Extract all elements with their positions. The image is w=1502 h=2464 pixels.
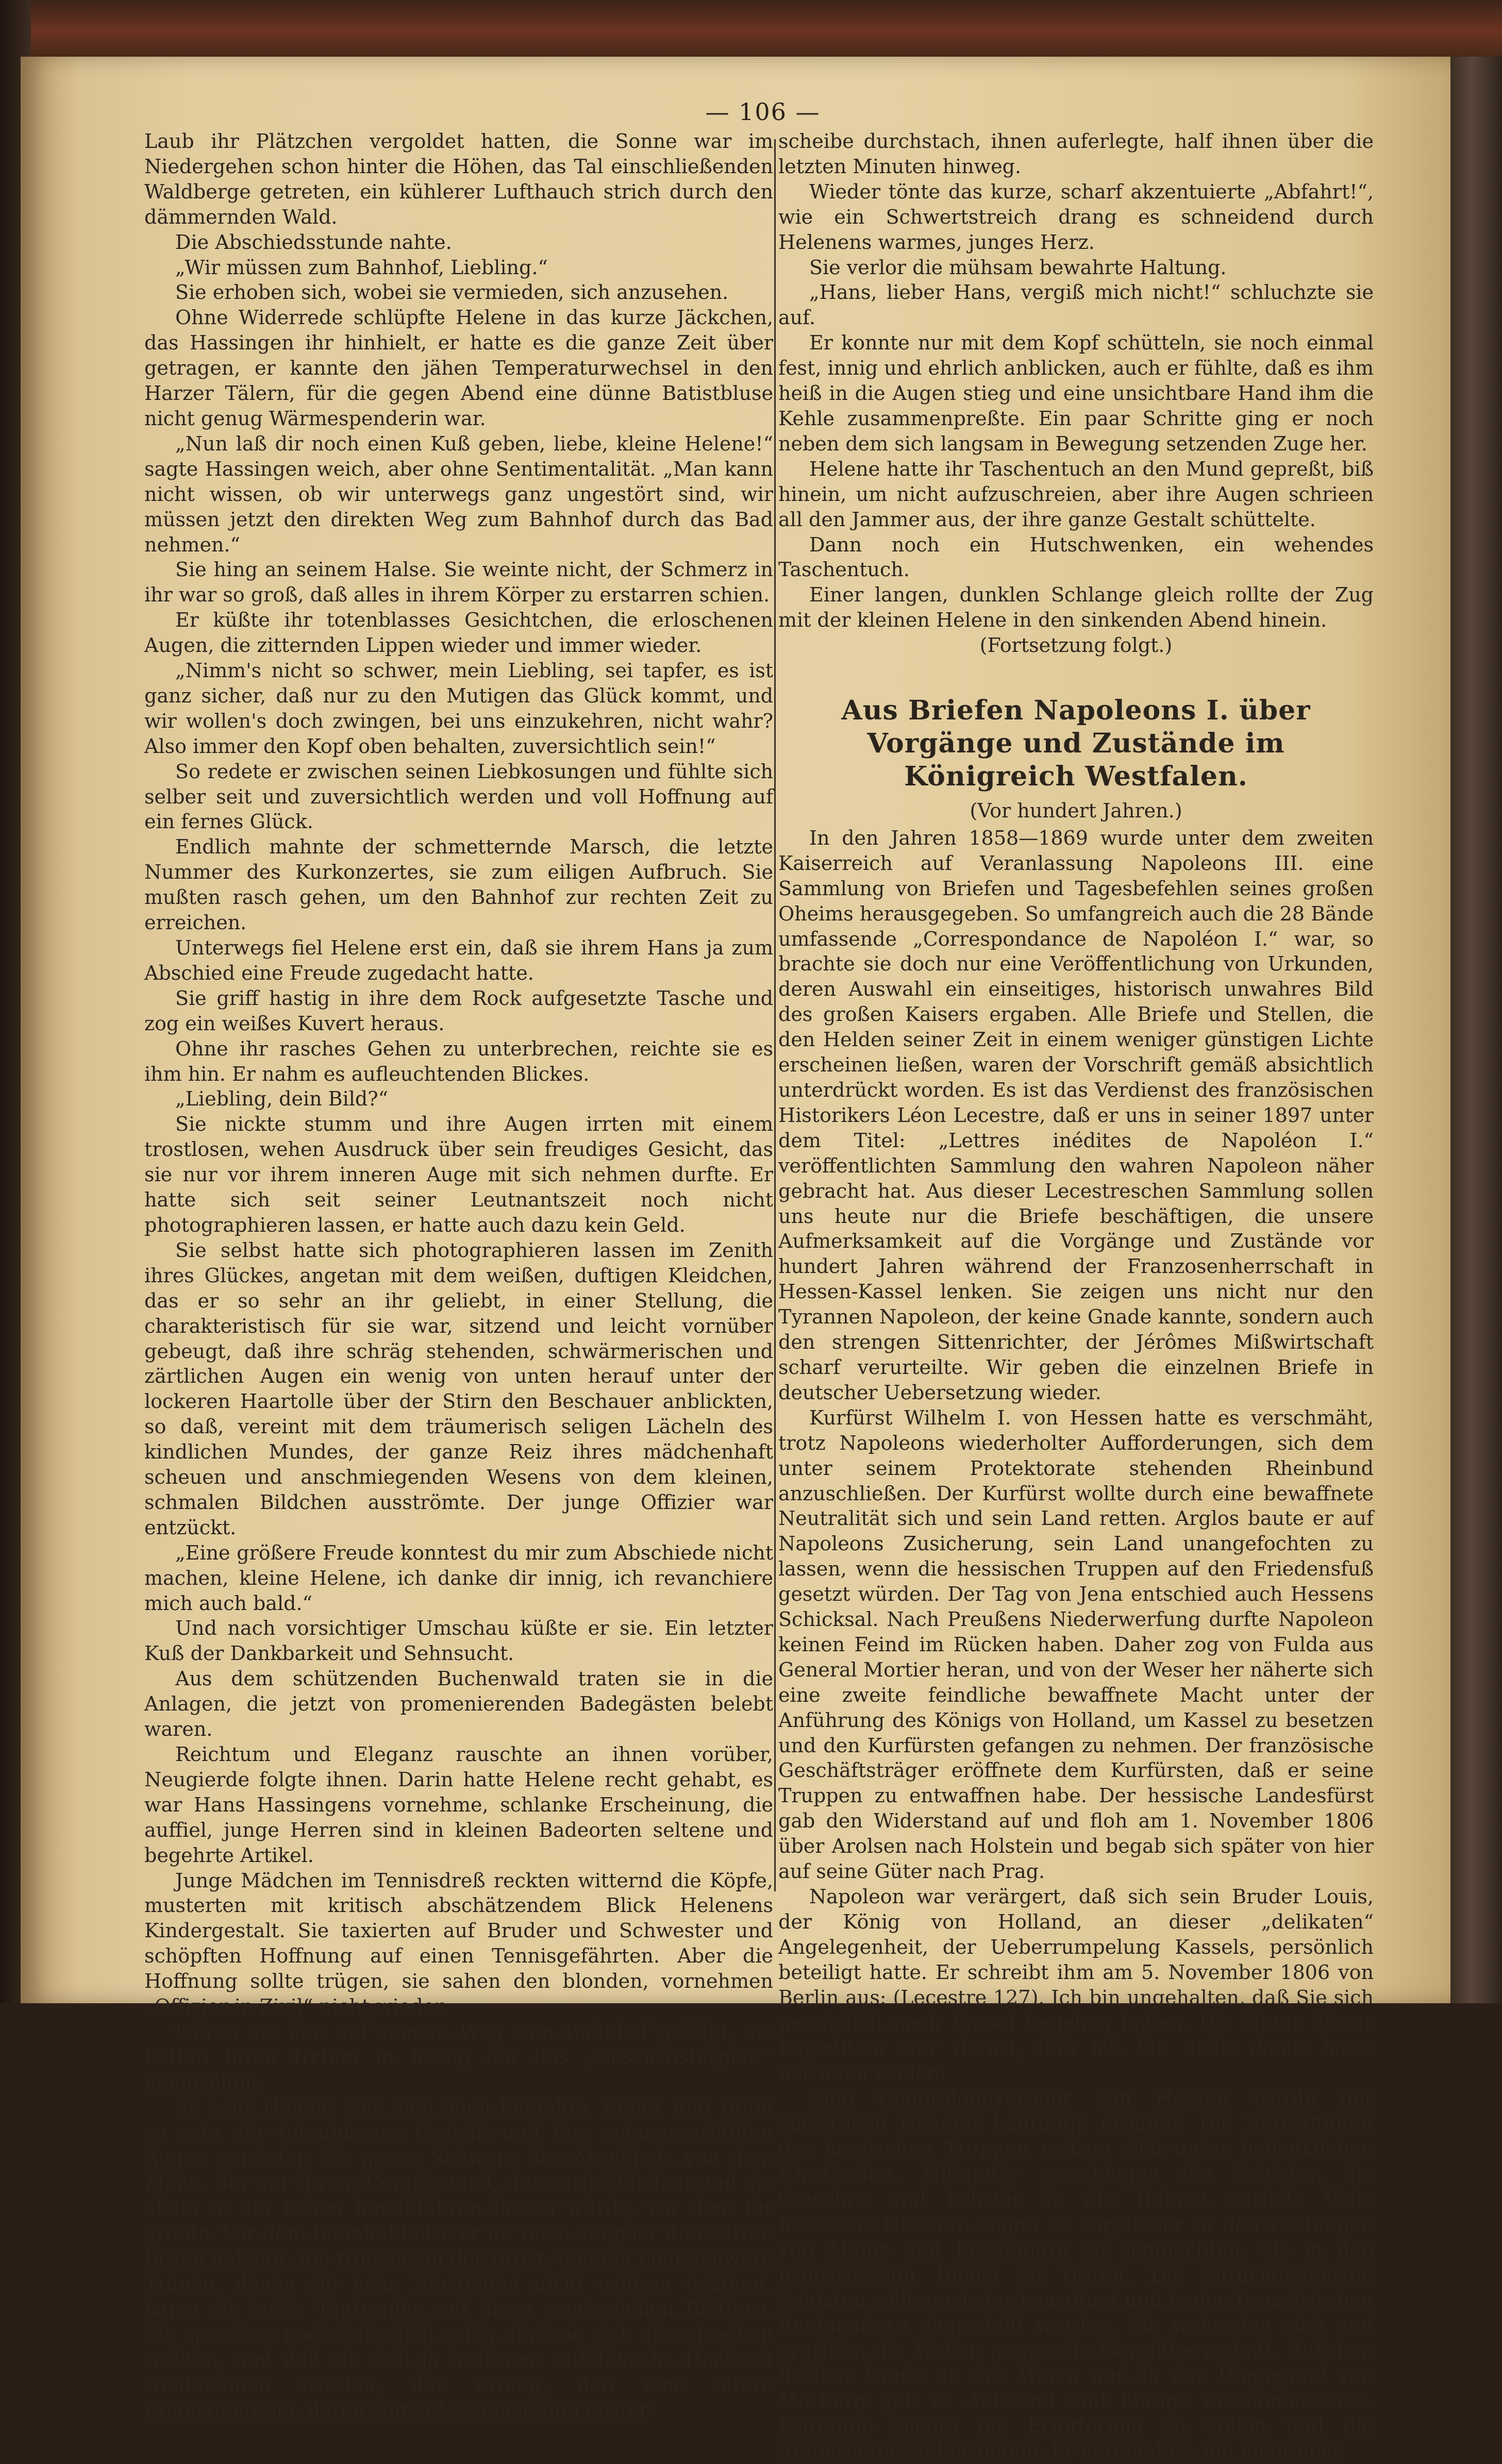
paragraph: „Eine größere Freude konntest du mir zum Abschiede nicht machen, kleine Helene, ich danke dir innig, ich revanchiere mich auch bald.“ [144,1541,773,1615]
paragraph: Und nach vorsichtiger Umschau küßte er sie. Ein letzter Kuß der Dankbarkeit und Sehnsucht. [144,1617,773,1665]
paragraph: Sie nickte stumm und ihre Augen irrten mit einem trostlosen, wehen Ausdruck über sein freudiges Gesicht, das sie nur vor ihrem inneren Auge mit sich nehmen durfte. Er hatte sich seit seiner Leutnantszeit noch nicht photographieren lassen, er hatte auch dazu kein Geld. [144,1113,773,1236]
paragraph: Endlich mahnte der schmetternde Marsch, die letzte Nummer des Kurkonzertes, sie zum eiligen Aufbruch. Sie mußten rasch gehen, um den Bahnhof zur rechten Zeit zu erreichen. [144,835,773,934]
paragraph: Er konnte nur mit dem Kopf schütteln, sie noch einmal fest, innig und ehrlich anblicken, auch er fühlte, daß es ihm heiß in die Augen stieg und eine unsichtbare Hand ihm die Kehle zusammenpreßte. Ein paar Schritte ging er noch neben dem sich langsam in Bewegung setzenden Zuge her. [778,331,1374,455]
column-divider [774,139,776,1891]
article-title: Aus Briefen Napoleons I. über Vorgänge und Zustände im Königreich Westfalen. [841,695,1311,793]
paragraph: Ohne ihr rasches Gehen zu unterbrechen, reichte sie es ihm hin. Er nahm es aufleuchtenden Blickes. [144,1037,773,1085]
paragraph: Sie hing an seinem Halse. Sie weinte nicht, der Schmerz in ihr war so groß, daß alles in ihrem Körper zu erstarren schien. [144,558,773,607]
paragraph: Kurfürst Wilhelm I. von Hessen hatte es verschmäht, trotz Napoleons wiederholter Aufforderungen, sich dem unter seinem Protektorate stehenden Rheinbund anzuschließen. Der Kurfürst wollte durch eine bewaffnete Neutralität sich und sein Land retten. Arglos baute er auf Napoleons Zusicherung, sein Land unangefochten zu lassen, wenn die hessischen Truppen auf den Friedensfuß gesetzt würden. Der Tag von Jena entschied auch Hessens Schicksal. Nach Preußens Niederwerfung durfte Napoleon keinen Feind im Rücken haben. Daher zog von Fulda aus General Mortier heran, und von der Weser her näherte sich eine zweite feindliche bewaffnete Macht unter der Anführung des Königs von Holland, um Kassel zu besetzen und den Kurfürsten gefangen zu nehmen. Der französische Geschäftsträger eröffnete dem Kurfürsten, daß er seine Truppen zu entwaffnen habe. Der hessische Landesfürst gab den Widerstand auf und floh am 1. November 1806 über Arolsen nach Holstein und begab sich später von hier auf seine Güter nach Prag. [778,1406,1374,1883]
paragraph: Junge Mädchen im Tennisdreß reckten witternd die Köpfe, musterten mit kritisch abschätzendem Blick Helenens Kindergestalt. Sie taxierten auf Bruder und Schwester und schöpften Hoffnung auf einen Tennisgefährten. Aber die Hoffnung sollte trügen, sie sahen den blonden, vornehmen „Offizier in Zivil“ nicht wieder. [144,1869,773,2018]
left-column [144,129,773,2422]
book-page [21,57,1454,2462]
paragraph: „Liebling, dein Bild?“ [175,1087,389,1111]
paragraph: „Hans, lieber Hans, vergiß mich nicht!“ schluchzte sie auf. [778,281,1374,329]
paragraph: In den Jahren 1858—1869 wurde unter dem zweiten Kaiserreich auf Veranlassung Napoleons III. eine Sammlung von Briefen und Tagesbefehlen seines großen Oheims herausgegeben. So umfangreich auch die 28 Bände umfassende „Correspondance de Napoléon I.“ war, so brachte sie doch nur eine Veröffentlichung von Urkunden, deren Auswahl ein einseitiges, historisch unwahres Bild des großen Kaisers ergaben. Alle Briefe und Stellen, die den Helden seiner Zeit in einem weniger günstigen Lichte erscheinen ließen, waren der Vorschrift gemäß absichtlich unterdrückt worden. Es ist das Verdienst des französischen Historikers Léon Lecestre, daß er uns in seiner 1897 unter dem Titel: „Lettres inédites de Napoléon I.“ veröffentlichten Sammlung den wahren Napoleon näher gebracht hat. Aus dieser Lecestreschen Sammlung sollen uns heute nur die Briefe beschäftigen, die unsere Aufmerksamkeit auf die Vorgänge und Zustände vor hundert Jahren während der Franzosenherrschaft in Hessen-Kassel lenken. Sie zeigen uns nicht nur den Tyrannen Napoleon, der keine Gnade kannte, sondern auch den strengen Sittenrichter, der Jérômes Mißwirtschaft scharf verurteilte. Wir geben die einzelnen Briefe in deutscher Uebersetzung wieder. [778,826,1374,1404]
paragraph: Wären sie ihm auf seinem Weg zum Bahnhof gefolgt, sie hätten ihren Irrtum in bezug auf das „Geschwisterpaar“ eingesehen. [144,2020,773,2093]
paragraph: Er küßte ihr totenblasses Gesichtchen, die erloschenen Augen, die zitternden Lippen wieder und immer wieder. [144,609,773,657]
paragraph: „Wir müssen zum Bahnhof, Liebling.“ [175,256,548,279]
paragraph: Laub ihr Plätzchen vergoldet hatten, die Sonne war im Niedergehen schon hinter die Höhen, das Tal einschließenden Waldberge getreten, ein kühlerer Lufthauch strich durch den dämmernden Wald. [144,130,773,228]
paragraph: Sie griff hastig in ihre dem Rock aufgesetzte Tasche und zog ein weißes Kuvert heraus. [144,986,773,1035]
paragraph: Sie verlor die mühsam bewahrte Haltung. [809,256,1227,279]
story-ending [778,129,1374,633]
paragraph: „Nimm's nicht so schwer, mein Liebling, sei tapfer, es ist ganz sicher, daß nur zu den Mutigen das Glück kommt, und wir wollen's doch zwingen, bei uns einzukehren, nicht wahr? Also immer den Kopf oben behalten, zuversichtlich sein!“ [144,659,773,758]
paragraph: Einer langen, dunklen Schlange gleich rollte der Zug mit der kleinen Helene in den sinkenden Abend hinein. [778,583,1374,632]
paragraph: Die Abschiedsstunde nahte. [175,230,452,254]
paragraph: So redete er zwischen seinen Liebkosungen und fühlte sich selber seit und zuversichtlich werden und voll Hoffnung auf ein fernes Glück. [144,760,773,833]
paragraph: Zum Generalgouverneur von Hessen wurde der kaiserliche General Lagrange ernannt. Die Entwaffnung der hessischen Truppen vollzog sich unter bedenklichen Umständen. Mißmutig zerschlugen die Soldaten die Gewehre und kehrten in die Heimat zurück. Viele hessische Offiziere zogen es vor, lieber in den Festungen von Mainz und Luxemburg zu schmachten, als in den französischen Dienst zu treten. Die zurückgekehrten Soldaten sollten wieder bewaffnet und in den französischen Regimentern eingestellt werden. Sie weigerten sich und ergriffen die Waffen gegen die Gewaltherrschaft. Auf dem flachen Lande an der Werra und in der Umgegend von Marburg gab es Aufstand und blutige Zusammenstöße. Lagrange suchte die Erbitterung zu stillen und die Aufgeregten zu beruhigen. Er vermied es, um nicht noch [778,2087,1374,2462]
paragraph: scheibe durchstach, ihnen auferlegte, half ihnen über die letzten Minuten hinweg. [778,130,1374,178]
paragraph: Reichtum und Eleganz rauschte an ihnen vorüber, Neugierde folgte ihnen. Darin hatte Helene recht gehabt, es war Hans Hassingens vornehme, schlanke Erscheinung, die auffiel, junge Herren sind in kleinen Badeorten seltene und begehrte Artikel. [144,1743,773,1867]
article-body [778,826,1374,2464]
paragraph: Sie selbst hatte sich photographieren lassen im Zenith ihres Glückes, angetan mit dem weißen, duftigen Kleidchen, das er so sehr an ihr geliebt, in einer Stellung, die charakteristisch für sie war, sitzend und leicht vornüber gebeugt, daß ihre schräg stehenden, schwärmerischen und zärtlichen Augen ein wenig von unten herauf unter der lockeren Haartolle über der Stirn den Beschauer anblickten, so daß, vereint mit dem träumerisch seligen Lächeln des kindlichen Mundes, der ganze Reiz ihres mädchenhaft scheuen und anschmiegenden Wesens von dem kleinen, schmalen Bildchen ausströmte. Der junge Offizier war entzückt. [144,1238,773,1539]
paragraph: So sehr Helene Falk sich auch bemühte, tapfer und ruhig zu sein, ihr totenblasses Gesicht und ihre schmerzerfüllten Augen verrieten die ganze Schwere des Abschieds von dem Mann, der vor ihrem Coupé stand, der zurückbleiben und sie allein in ein Leben hineinfahren lassen würde, vor dem ihr graute. Vor dem Bahnhof hatte er ihr noch ein paar dunkelrote Rosen gekauft, die trug sie an der Brust, und ein paar schwere Tränen, denen sie beim Einsteigen nicht wehren gekonnt, lagen als heiße Tautropfen auf ihren samtweichen Blättern. Sie sprachen noch äußerlich ruhig, daß sie sich oft schreiben wollten, und daß sie sich ja bestimmt auf Eivachs Hochzeit wiedersehen würden, der Zwang, den eine ältere Coupégenossin, deren spitze Nase fast die Fenster- [144,2096,773,2421]
paragraph: „Nun laß dir noch einen Kuß geben, liebe, kleine Helene!“ sagte Hassingen weich, aber ohne Sentimentalität. „Man kann nicht wissen, ob wir unterwegs ganz ungestört sind, wir müssen jetzt den direkten Weg zum Bahnhof durch das Bad nehmen.“ [144,432,773,556]
paragraph: Dann noch ein Hutschwenken, ein wehendes Taschentuch. [778,533,1374,581]
page-stack-edge [1450,57,1502,2003]
paragraph: Sie erhoben sich, wobei sie vermieden, sich anzusehen. [175,281,729,304]
continuation-note: (Fortsetzung folgt.) [979,634,1173,657]
page-number: — 106 — [705,98,821,126]
paragraph: Unterwegs fiel Helene erst ein, daß sie ihrem Hans ja zum Abschied eine Freude zugedacht hatte. [144,936,773,984]
paragraph: Ohne Widerrede schlüpfte Helene in das kurze Jäckchen, das Hassingen ihr hinhielt, er hatte es die ganze Zeit über getragen, er kannte den jähen Temperaturwechsel in den Harzer Tälern, für die gegen Abend eine dünne Batistbluse nicht genug Wärmespenderin war. [144,306,773,430]
paragraph: Helene hatte ihr Taschentuch an den Mund gepreßt, biß hinein, um nicht aufzuschreien, aber ihre Augen schrieen all den Jammer aus, der ihre ganze Gestalt schüttelte. [778,457,1374,531]
paragraph: Wieder tönte das kurze, scharf akzentuierte „Abfahrt!“, wie ein Schwertstreich drang es schneidend durch Helenens warmes, junges Herz. [778,180,1374,254]
paragraph: Napoleon war verärgert, daß sich sein Bruder Louis, der König von Holland, an dieser „delikaten“ Angelegenheit, der Ueberrumpelung Kassels, persönlich beteiligt hatte. Er schreibt ihm am 5. November 1806 von Berlin aus: (Lecestre 127). Ich bin ungehalten, daß Sie sich persönlich nach Kassel begeben haben. Die Natur dieser Expedition war derart, daß ich Sie nicht damit hatte betrauen wollen. [778,1885,1374,2085]
right-column [778,129,1374,2464]
article-subtitle: (Vor hundert Jahren.) [970,799,1182,823]
paragraph: Aus dem schützenden Buchenwald traten sie in die Anlagen, die jetzt von promenierenden Badegästen belebt waren. [144,1667,773,1741]
